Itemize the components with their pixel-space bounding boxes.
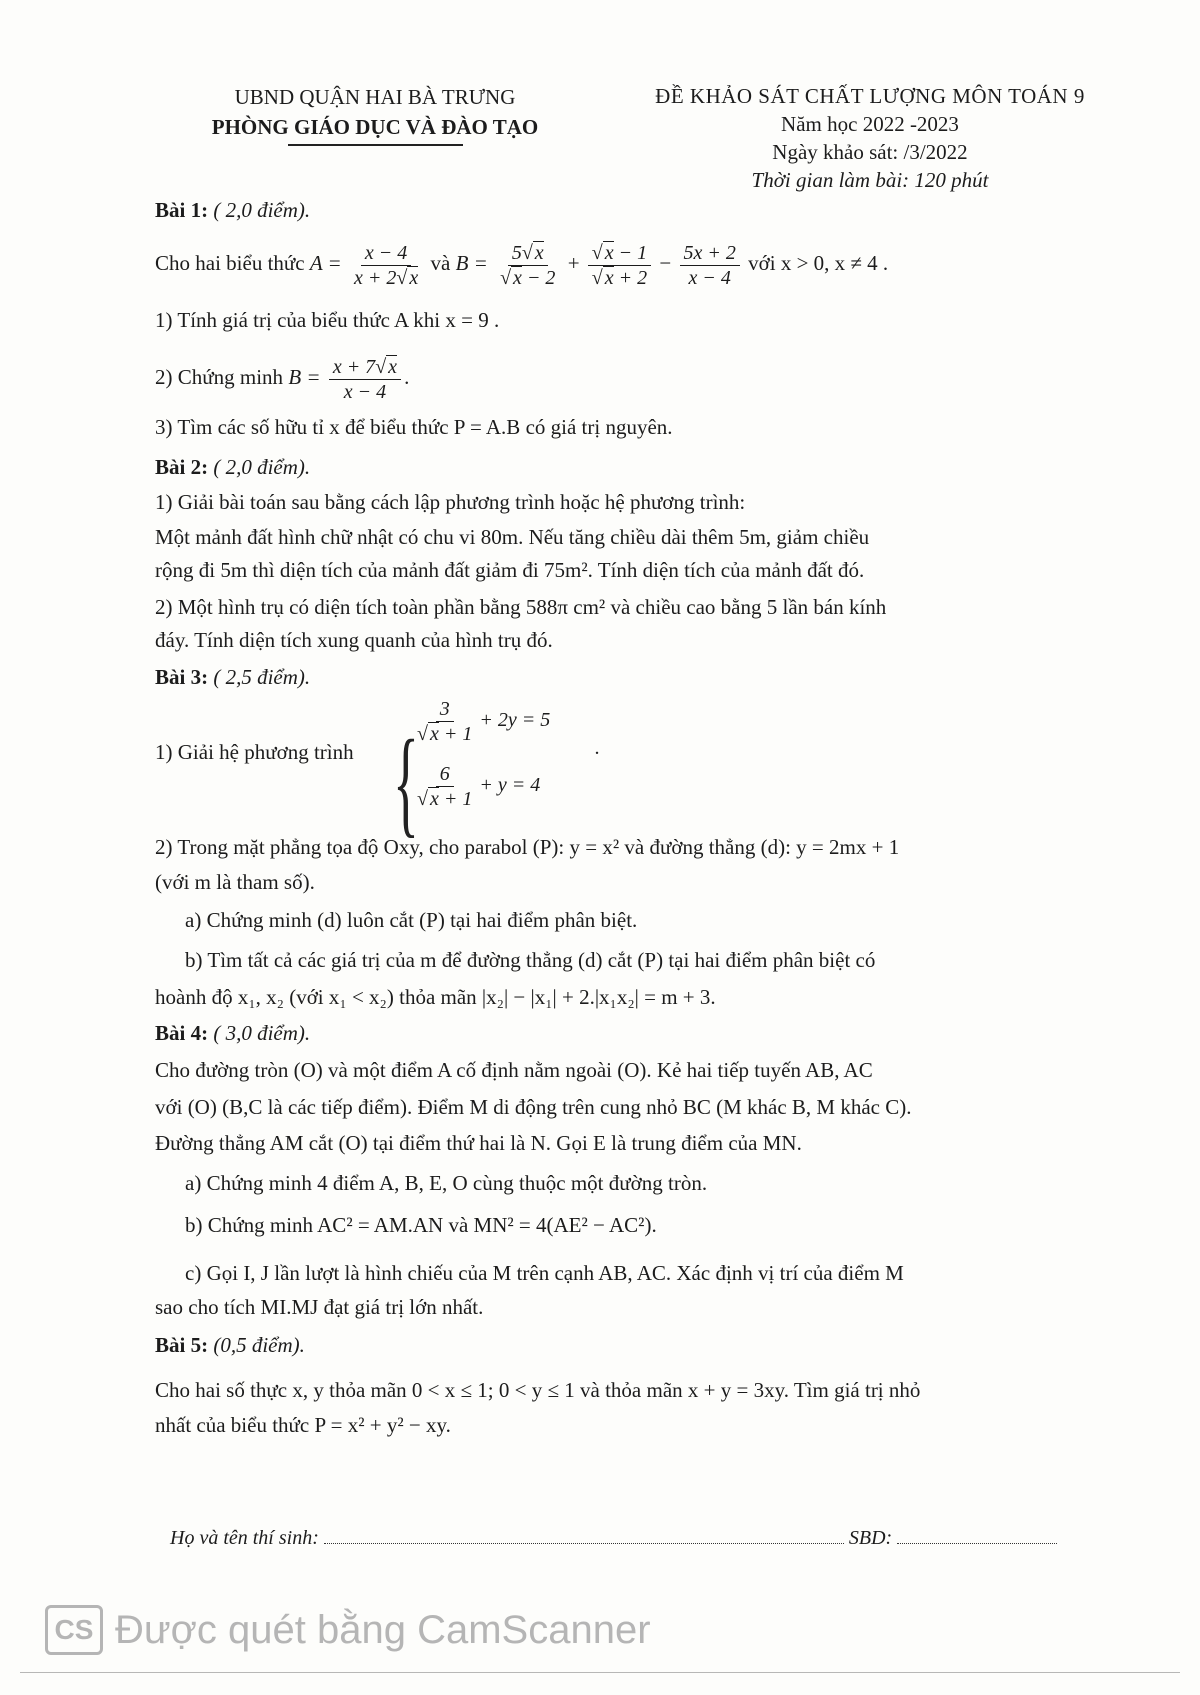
expr-a-denominator: x + 2√ x [353, 266, 419, 289]
bai3-q2b-a: b) Tìm tất cả các giá trị của m để đường thẳng (d) cắt (P) tại hai điểm phân biệt có [185, 948, 876, 972]
eq2-den-sqrt: x [429, 788, 439, 810]
bai3-q1: 1) Giải hệ phương trình [155, 740, 354, 764]
school-year: Năm học 2022 -2023 [781, 112, 959, 136]
header-organization [170, 82, 580, 146]
bai4-qb: b) Chứng minh AC² = AM.AN và MN² = 4(AE² − AC²). [185, 1213, 657, 1237]
expr-b2-den-sqrt: x [604, 266, 614, 289]
bai1-expressions [155, 238, 1145, 290]
and-text: và [430, 251, 451, 275]
bai5-points: (0,5 điểm). [213, 1333, 305, 1357]
exam-date: Ngày khảo sát: /3/2022 [772, 140, 968, 164]
scan-edge-line [20, 1672, 1180, 1673]
bai3-q2-a: 2) Trong mặt phẳng tọa độ Oxy, cho parabol (P): y = x² và đường thẳng (d): y = 2mx + 1 [155, 835, 900, 859]
bai4-qa: a) Chứng minh 4 điểm A, B, E, O cùng thuộc một đường tròn. [185, 1171, 708, 1195]
expr-b1-den-part: − 2 [521, 266, 556, 289]
name-blank [324, 1543, 844, 1544]
bai4-qc-a: c) Gọi I, J lần lượt là hình chiếu của M trên cạnh AB, AC. Xác định vị trí của điểm M [185, 1261, 904, 1285]
bai1-q2-num-part: x + 7 [332, 355, 376, 378]
eq1-den-sqrt: x [429, 723, 439, 745]
expr-a-lhs: A = [309, 251, 342, 275]
eq2-fraction [413, 762, 476, 811]
eq1-denominator: √ x + 1 [417, 723, 473, 745]
bai1-q3: 3) Tìm các số hữu tỉ x để biểu thức P = A.B có giá trị nguyên. [155, 415, 673, 439]
bai3-q2a: a) Chứng minh (d) luôn cắt (P) tại hai điểm phân biệt. [185, 908, 638, 932]
eq1-rest: + 2y = 5 [479, 709, 551, 732]
bai1-points: ( 2,0 điểm). [213, 198, 311, 222]
bai3-heading [155, 662, 1145, 692]
exam-duration: Thời gian làm bài: 120 phút [751, 168, 989, 192]
bai1-heading [155, 195, 1145, 225]
plus-sign: + [567, 251, 580, 275]
expr-b1-denominator: √ x − 2 [500, 266, 556, 289]
bai4-text-b: với (O) (B,C là các tiếp điểm). Điểm M di động trên cung nhỏ BC (M khác B, M khác C). [155, 1095, 912, 1119]
system-eq1 [410, 697, 550, 746]
exam-title: ĐỀ KHẢO SÁT CHẤT LƯỢNG MÔN TOÁN 9 [655, 84, 1085, 108]
system-eq2 [410, 762, 540, 811]
bai1-condition: với x > 0, x ≠ 4 . [748, 251, 889, 275]
eq1-fraction [413, 697, 476, 746]
expr-b3-numerator: 5x + 2 [680, 241, 740, 266]
expr-b-fraction-3 [680, 241, 740, 290]
bai1-q2-fraction [329, 355, 401, 404]
minus-sign: − [659, 251, 672, 275]
name-label: Họ và tên thí sinh: [170, 1527, 319, 1549]
bai5-text-a: Cho hai số thực x, y thỏa mãn 0 < x ≤ 1; 0 < y ≤ 1 và thỏa mãn x + y = 3xy. Tìm giá trị nhỏ [155, 1378, 921, 1402]
org-line2: PHÒNG GIÁO DỤC VÀ ĐÀO TẠO [211, 115, 539, 139]
bai2-heading [155, 452, 1145, 482]
bai5-heading [155, 1330, 1145, 1360]
bai1-q2-numerator: x + 7√ x [329, 355, 401, 380]
header-exam-info [600, 82, 1140, 194]
bai2-label: Bài 2: [155, 455, 209, 479]
bai4-heading [155, 1018, 1145, 1048]
expr-b2-numerator: √ x − 1 [588, 241, 651, 266]
bai3-points: ( 2,5 điểm). [213, 665, 311, 689]
bai2-q1-text-b: rộng đi 5m thì diện tích của mảnh đất giảm đi 75m². Tính diện tích của mảnh đất đó. [155, 558, 865, 582]
expr-b1-den-sqrt: x [513, 266, 522, 289]
bai1-q2-text: 2) Chứng minh [155, 365, 284, 389]
eq1-den-part: + 1 [438, 723, 473, 745]
camscanner-watermark [45, 1605, 651, 1655]
camscanner-text: Được quét bằng CamScanner [115, 1607, 651, 1652]
bai5-label: Bài 5: [155, 1333, 209, 1357]
expr-b1-num-part: 5 [511, 241, 522, 264]
bai2-q2-b: đáy. Tính diện tích xung quanh của hình trụ đó. [155, 628, 553, 652]
camscanner-logo-icon: CS [45, 1605, 103, 1655]
candidate-info [170, 1527, 1057, 1550]
expr-b1-num-sqrt: x [534, 241, 544, 264]
bai2-points: ( 2,0 điểm). [213, 455, 311, 479]
expr-a-numerator: x − 4 [361, 241, 411, 266]
system-brace: { [393, 715, 419, 848]
expr-a-fraction [350, 241, 422, 290]
bai4-label: Bài 4: [155, 1021, 209, 1045]
header-underline [288, 144, 463, 146]
eq2-numerator: 6 [436, 762, 454, 787]
expr-b2-num-part: − 1 [613, 241, 648, 264]
expr-a-den-part: x + 2 [353, 266, 397, 289]
bai3-label: Bài 3: [155, 665, 209, 689]
bai1-label: Bài 1: [155, 198, 209, 222]
bai3-q2-b: (với m là tham số). [155, 870, 315, 894]
bai1-q2-end: . [404, 365, 410, 389]
expr-b2-den-part: + 2 [613, 266, 648, 289]
eq2-denominator: √ x + 1 [417, 788, 473, 810]
org-line1: UBND QUẬN HAI BÀ TRƯNG [234, 85, 516, 109]
expr-b1-numerator: 5√ x [508, 241, 548, 266]
bai1-q2 [155, 352, 1145, 404]
bai1-intro: Cho hai biểu thức [155, 251, 305, 275]
bai3-q2b-b: hoành độ x₁, x₂ (với x₁ < x₂) thỏa mãn |x₂| − |x₁| + 2.|x₁x₂| = m + 3. [155, 985, 716, 1009]
bai1-q1: 1) Tính giá trị của biểu thức A khi x = 9 . [155, 308, 500, 332]
bai1-q2-lhs: B = [288, 365, 321, 389]
eq2-den-part: + 1 [438, 788, 473, 810]
expr-b-fraction-1 [496, 241, 559, 290]
expr-b-fraction-2 [588, 241, 651, 290]
bai2-q1-text-a: Một mảnh đất hình chữ nhật có chu vi 80m. Nếu tăng chiều dài thêm 5m, giảm chiều [155, 525, 870, 549]
bai2-q1: 1) Giải bài toán sau bằng cách lập phương trình hoặc hệ phương trình: [155, 490, 746, 514]
bai2-q2-a: 2) Một hình trụ có diện tích toàn phần bằng 588π cm² và chiều cao bằng 5 lần bán kính [155, 595, 887, 619]
bai4-qc-b: sao cho tích MI.MJ đạt giá trị lớn nhất. [155, 1295, 484, 1319]
bai1-q2-num-sqrt: x [388, 355, 398, 378]
expr-b2-num-sqrt: x [604, 241, 614, 264]
bai4-points: ( 3,0 điểm). [213, 1021, 311, 1045]
eq1-numerator: 3 [436, 697, 454, 722]
bai4-text-c: Đường thẳng AM cắt (O) tại điểm thứ hai là N. Gọi E là trung điểm của MN. [155, 1131, 802, 1155]
sbd-blank [897, 1543, 1057, 1544]
expr-b-lhs: B = [455, 251, 488, 275]
system-end: . [595, 737, 600, 759]
bai4-text-a: Cho đường tròn (O) và một điểm A cố định nằm ngoài (O). Kẻ hai tiếp tuyến AB, AC [155, 1058, 873, 1082]
eq2-rest: + y = 4 [479, 774, 541, 797]
expr-a-den-sqrt: x [409, 266, 419, 289]
sbd-label: SBD: [848, 1527, 893, 1549]
expr-b3-denominator: x − 4 [688, 266, 731, 289]
expr-b2-denominator: √ x + 2 [591, 266, 648, 289]
bai1-q2-denominator: x − 4 [343, 380, 387, 403]
bai5-text-b: nhất của biểu thức P = x² + y² − xy. [155, 1413, 451, 1437]
